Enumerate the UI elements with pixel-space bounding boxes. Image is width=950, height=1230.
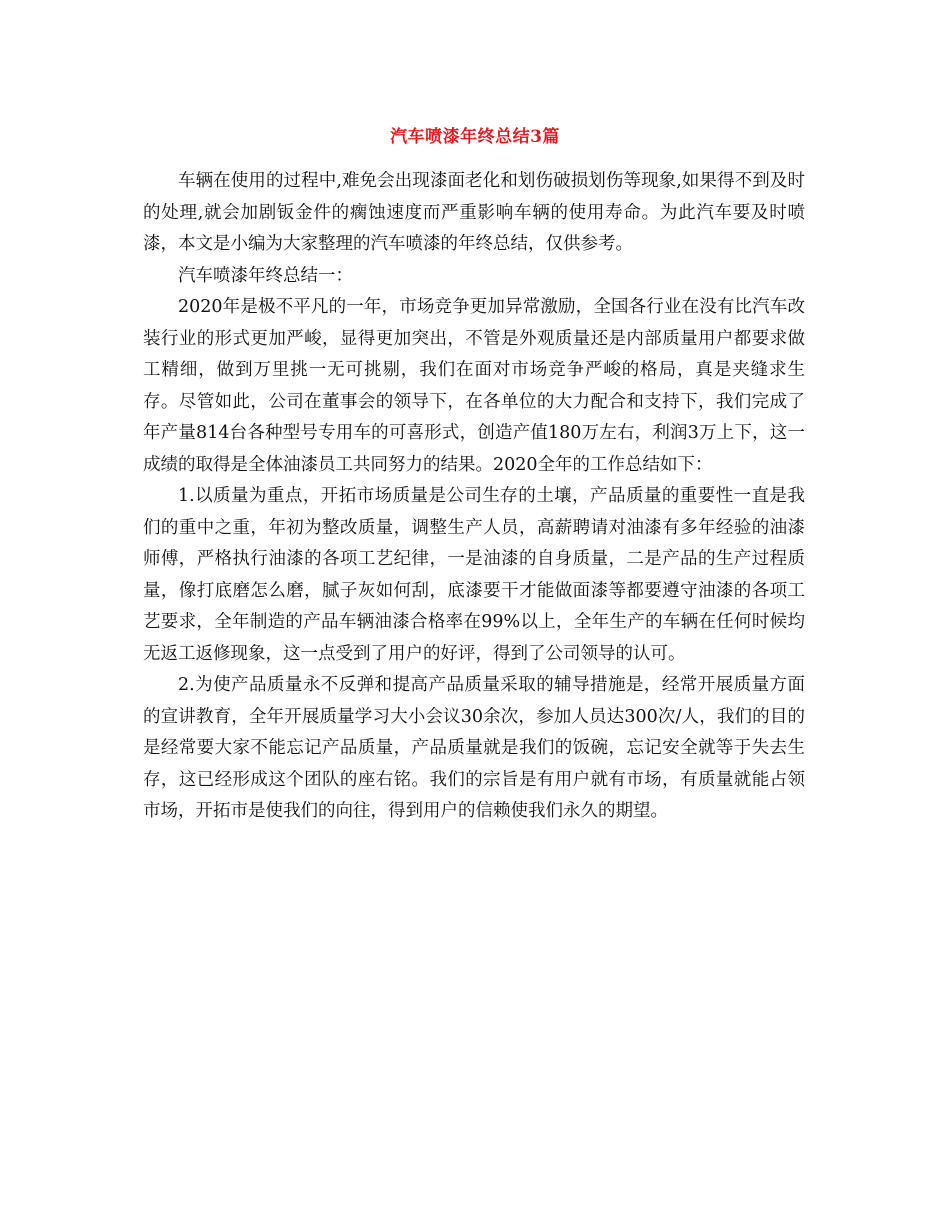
body-paragraph: 1.以质量为重点，开拓市场质量是公司生存的土壤，产品质量的重要性一直是我们的重中之重，年初为整改质量，调整生产人员，高薪聘请对油漆有多年经验的油漆师傅，严格执行油漆的各项工艺纪律，一是油漆的自身质量，二是产品的生产过程质量，像打底磨怎么磨，腻子灰如何刮，底漆要干才能做面漆等都要遵守油漆的各项工艺要求，全年制造的产品车辆油漆合格率在99%以上，全年生产的车辆在任何时候均无返工返修现象，这一点受到了用户的好评，得到了公司领导的认可。	[143, 486, 805, 664]
section-heading: 汽车喷漆年终总结一：	[178, 265, 353, 286]
body-paragraph: 2.为使产品质量永不反弹和提高产品质量采取的辅导措施是，经常开展质量方面的宣讲教育，全年开展质量学习大小会议30余次，参加人员达300次/人，我们的目的是经常要大家不能忘记产品质量，产品质量就是我们的饭碗，忘记安全就等于失去生存，这已经形成这个团队的座右铭。我们的宗旨是有用户就有市场，有质量就能占领市场，开拓市是使我们的向往，得到用户的信赖使我们永久的期望。	[143, 675, 805, 821]
intro-paragraph: 车辆在使用的过程中,难免会出现漆面老化和划伤破损划伤等现象,如果得不到及时的处理,就会加剧钣金件的瘸蚀速度而严重影响车辆的使用寿命。为此汽车要及时喷漆，本文是小编为大家整理的汽车喷漆的年终总结，仅供参考。	[143, 171, 805, 254]
document-body	[143, 166, 805, 828]
body-paragraph: 2020年是极不平凡的一年，市场竞争更加异常激励，全国各行业在没有比汽车改装行业的形式更加严峻，显得更加突出，不管是外观质量还是内部质量用户都要求做工精细，做到万里挑一无可挑剔，我们在面对市场竞争严峻的格局，真是夹缝求生存。尽管如此，公司在董事会的领导下，在各单位的大力配合和支持下，我们完成了年产量814台各种型号专用车的可喜形式，创造产值180万左右，利润3万上下，这一成绩的取得是全体油漆员工共同努力的结果。2020全年的工作总结如下：	[143, 297, 805, 475]
document-title: 汽车喷漆年终总结3篇	[390, 127, 560, 147]
